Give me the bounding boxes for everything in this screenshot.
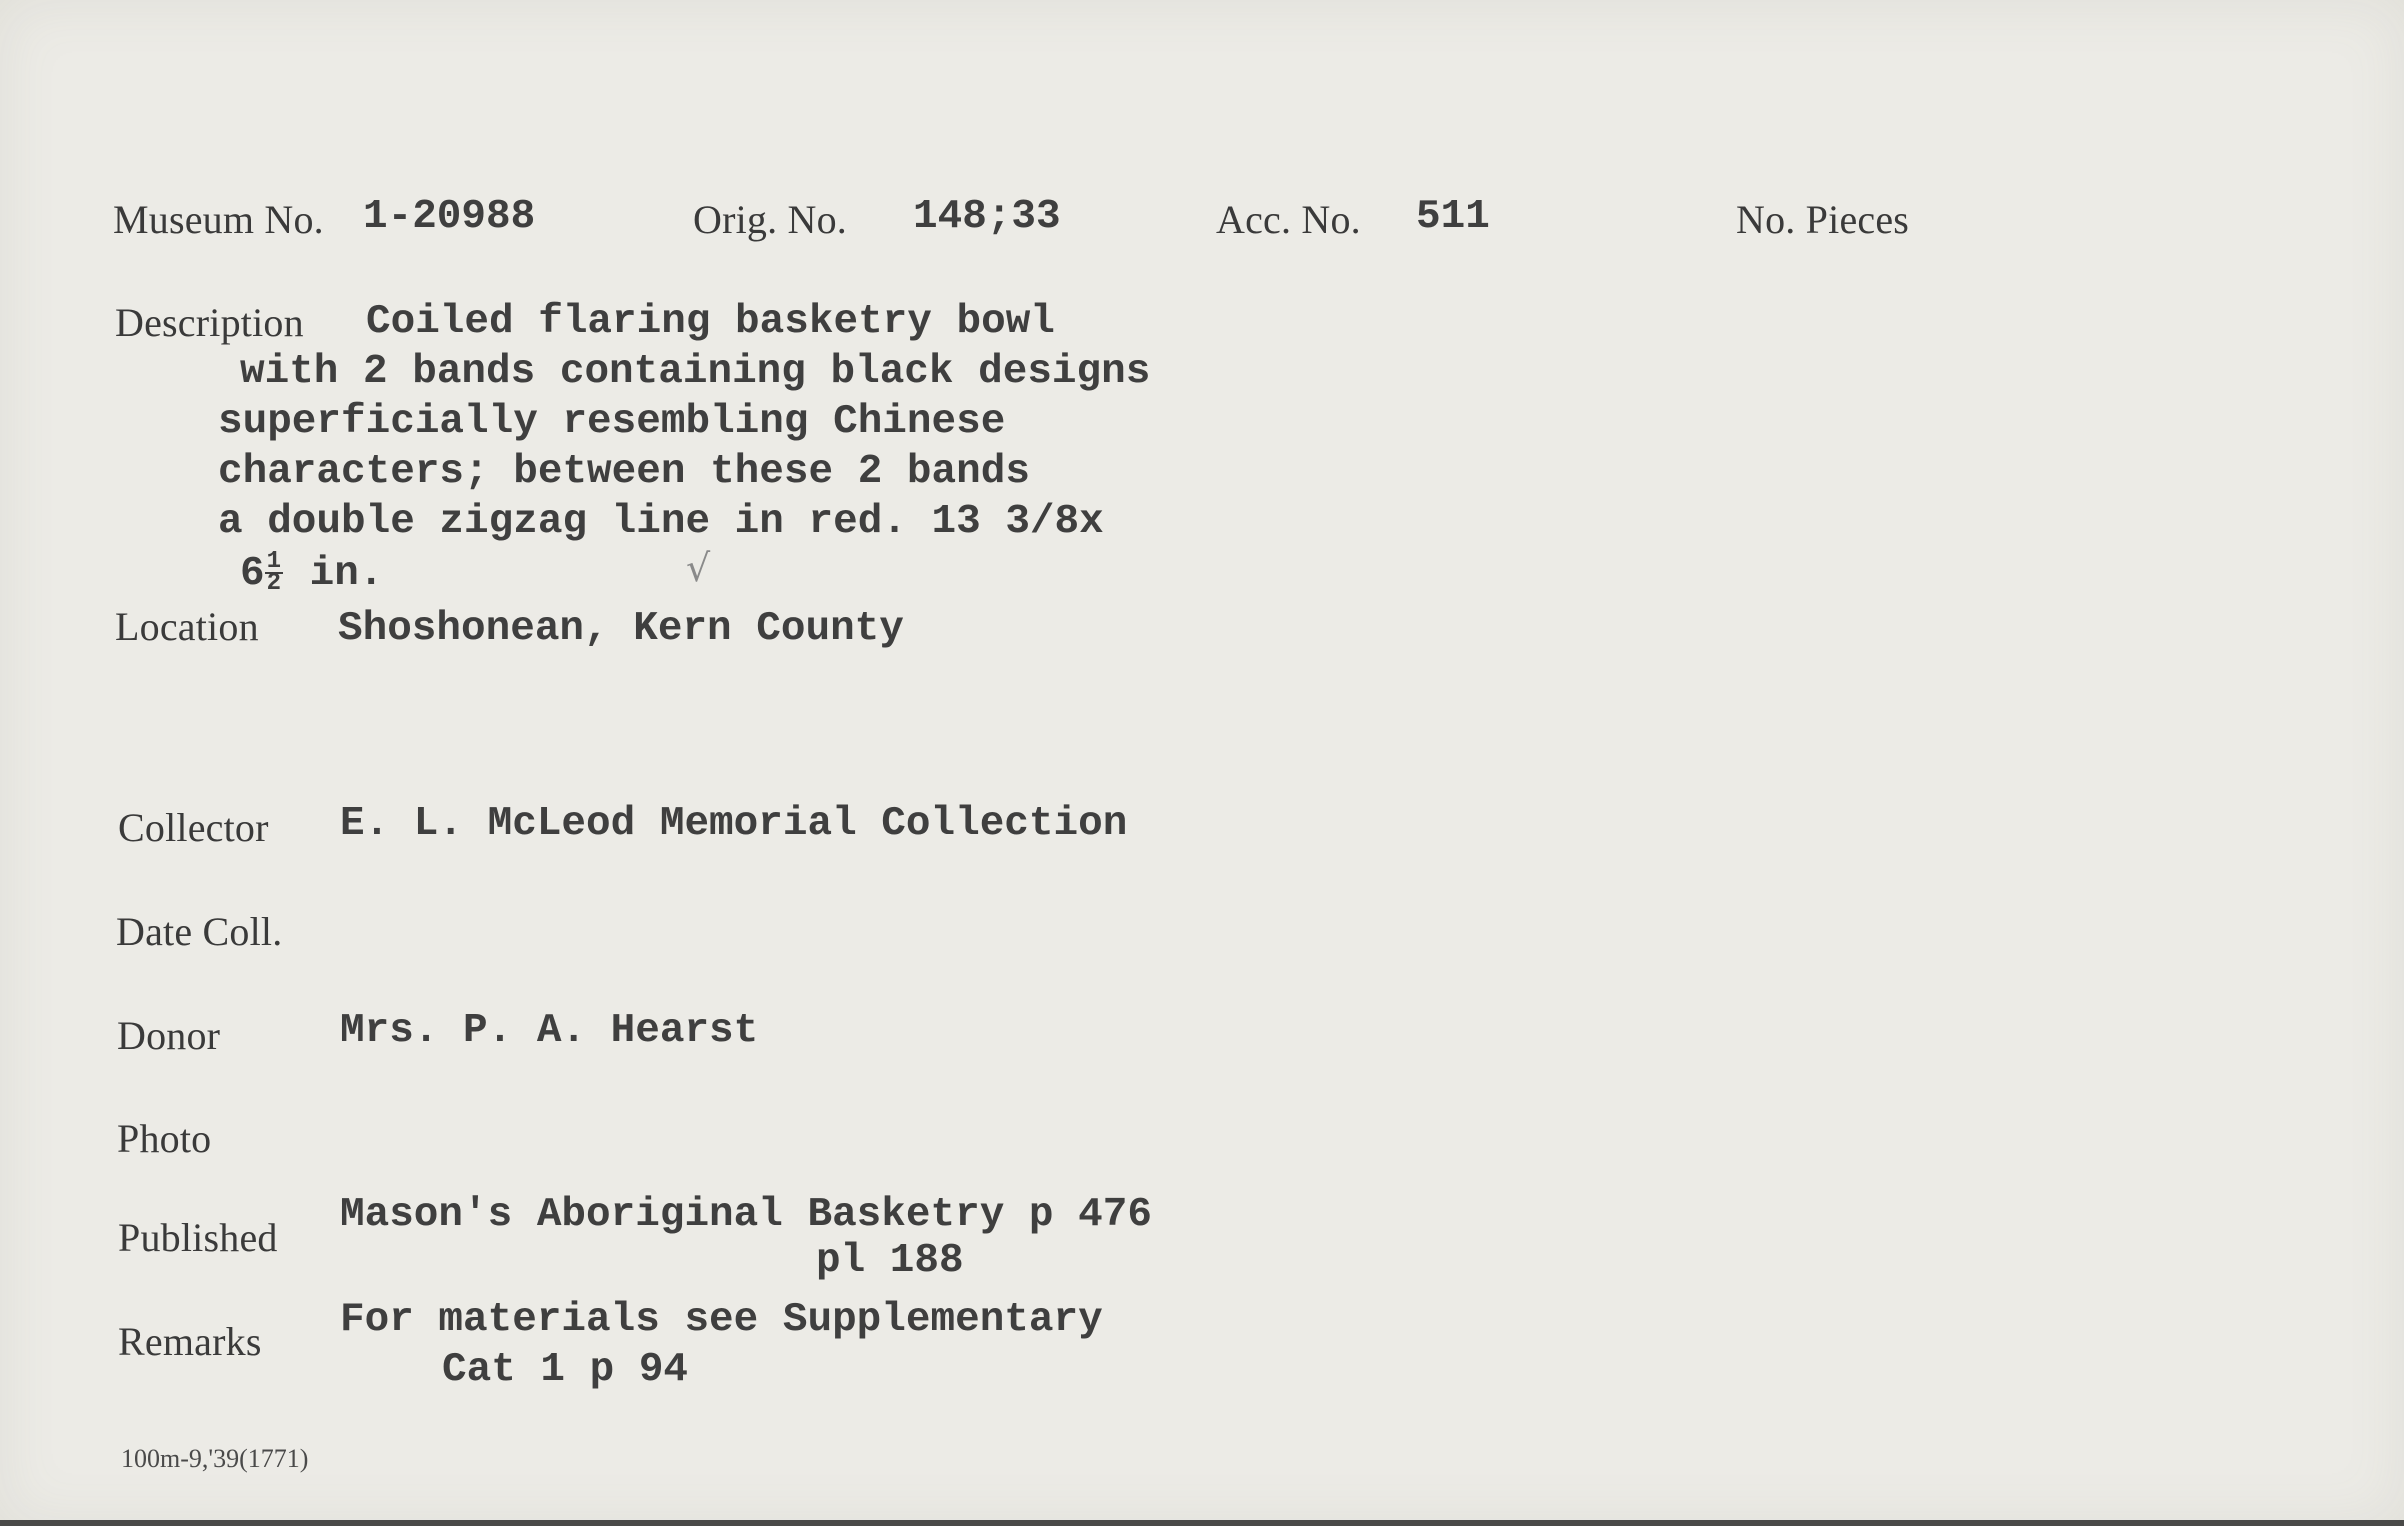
fraction-numerator: 1	[266, 548, 282, 576]
acc-no-value: 511	[1416, 194, 1490, 240]
published-label: Published	[118, 1215, 278, 1260]
remarks-line-1: For materials see Supplementary	[340, 1297, 1103, 1343]
description-line-1: Coiled flaring basketry bowl	[366, 299, 1055, 345]
description-line-6	[240, 549, 383, 599]
remarks-line-2: Cat 1 p 94	[442, 1347, 689, 1393]
museum-no-label: Museum No.	[113, 197, 324, 242]
location-label: Location	[115, 604, 259, 649]
donor-value: Mrs. P. A. Hearst	[340, 1008, 759, 1054]
dimension-whole: 6	[240, 551, 265, 597]
description-line-3: superficially resembling Chinese	[218, 399, 1006, 445]
published-line-1: Mason's Aboriginal Basketry p 476	[340, 1192, 1152, 1238]
dimension-unit: in.	[285, 551, 384, 597]
donor-label: Donor	[117, 1013, 221, 1058]
orig-no-label: Orig. No.	[693, 197, 848, 242]
fraction-denominator: 2	[266, 570, 282, 598]
acc-no-label: Acc. No.	[1216, 197, 1361, 242]
check-mark-icon: √	[686, 546, 711, 590]
photo-label: Photo	[117, 1116, 212, 1161]
orig-no-value: 148;33	[913, 194, 1061, 240]
date-coll-label: Date Coll.	[116, 909, 283, 954]
location-value: Shoshonean, Kern County	[338, 606, 904, 652]
published-line-2: pl 188	[816, 1238, 964, 1284]
remarks-label: Remarks	[118, 1319, 262, 1364]
description-line-4: characters; between these 2 bands	[218, 449, 1030, 495]
description-line-5: a double zigzag line in red. 13 3/8x	[218, 499, 1104, 545]
description-label: Description	[115, 300, 304, 345]
dimension-fraction	[265, 548, 283, 598]
collector-label: Collector	[118, 805, 269, 850]
description-line-2: with 2 bands containing black designs	[240, 349, 1151, 395]
print-code: 100m-9,'39(1771)	[121, 1444, 309, 1473]
museum-no-value: 1-20988	[363, 194, 536, 240]
collector-value: E. L. McLeod Memorial Collection	[340, 801, 1128, 847]
no-pieces-label: No. Pieces	[1736, 197, 1910, 242]
